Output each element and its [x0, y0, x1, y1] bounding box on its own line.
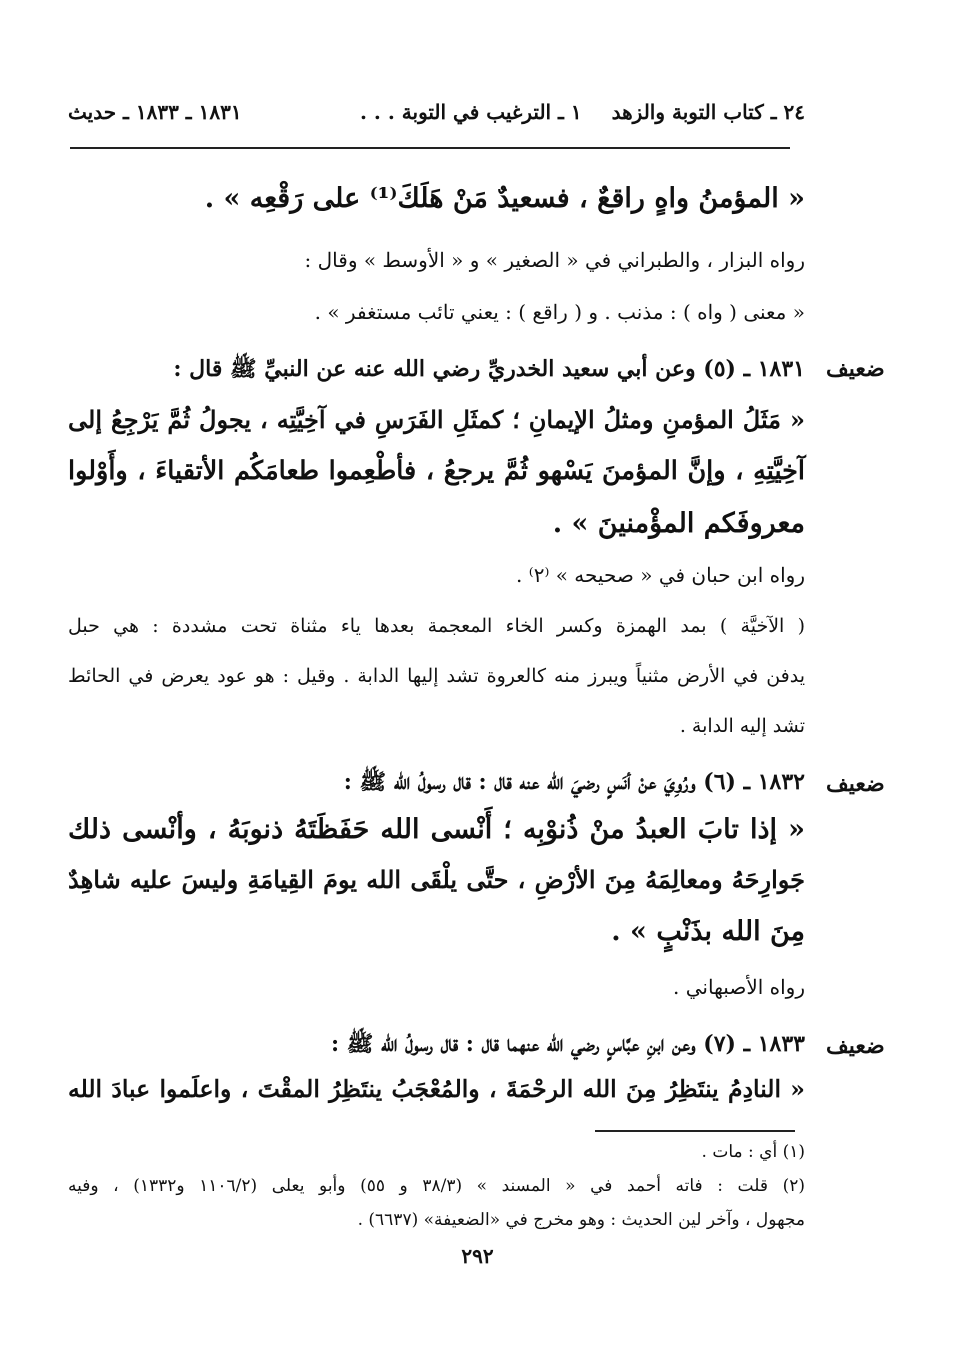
- hadith-1832-source: رواه الأصبهاني .: [673, 975, 805, 999]
- hadith-1833-heading: ١٨٣٣ ـ (٧) وعن ابنِ عبَّاسٍ رضي الله عنهما قال : قال رسولُ الله ﷺ :: [331, 1031, 805, 1057]
- running-header-chapter: ٢٤ ـ كتاب التوبة والزهد: [611, 100, 805, 124]
- hadith-1832-text-line3: مِنَ الله بذَنْبٍ » .: [611, 916, 805, 947]
- hadith-1831-grade: ضعيف: [826, 356, 885, 382]
- hadith-1831-note-line3: تشد إليه الدابة .: [679, 715, 805, 737]
- footnote-1: (١) أي : مات .: [701, 1142, 805, 1162]
- running-header-section: ١ ـ الترغيب في التوبة . . .: [360, 100, 582, 124]
- intro-source: رواه البزار ، والطبراني في « الصغير » و « الأوسط » وقال :: [304, 248, 805, 272]
- hadith-1831-note-line1: ( الآخيَّة ) بمد الهمزة وكسر الخاء المعجمة بعدها ياء مثناة تحت مشددة : هي حبل: [68, 615, 805, 637]
- hadith-1832-heading: ١٨٣٢ ـ (٦) ورُوِيَ عنْ أنَسٍ رضيَ الله عنه قال : قال رسولُ الله ﷺ :: [343, 769, 805, 795]
- hadith-1833-grade: ضعيف: [826, 1033, 885, 1059]
- hadith-1831-source: رواه ابن حبان في « صحيحه » ⁽٢⁾ .: [516, 563, 805, 587]
- page-number: ٢٩٢: [461, 1244, 494, 1268]
- header-divider: [70, 147, 790, 149]
- intro-quote: « المؤمنُ واهٍ راقعٌ ، فسعيدٌ مَنْ هَلَكَ⁽¹⁾ على رَقْعِه » .: [204, 183, 805, 214]
- running-header-hadith-range: ١٨٣١ ـ ١٨٣٣ ـ حديث: [68, 100, 242, 124]
- footnote-divider: [595, 1130, 795, 1132]
- footnote-2-line2: مجهول ، وآخر لين الحديث : وهو مخرج في «الضعيفة» (٦٦٣٧) .: [357, 1210, 805, 1230]
- hadith-1833-text-line1: « النادِمُ ينتَظِرُ مِنَ الله الرحْمَةَ ، والمُعْجَبُ ينتَظِرُ المقْتَ ، واعلَموا عبادَ الله: [68, 1075, 805, 1103]
- footnote-2-line1: (٢) قلت : فاته أحمد في « المسند » (٣٨/٣ و ٥٥) وأبو يعلى (١١٠٦/٢ و١٣٣٢) ، وفيه: [68, 1176, 805, 1196]
- hadith-1832-text-line1: « إذا تابَ العبدُ منْ ذُنوْبِه ؛ أَنْسى الله حَفَظَتَهُ ذنوبَهُ ، وأنْسى ذلك: [68, 814, 805, 845]
- hadith-1831-note-line2: يدفن في الأرض مثنياً ويبرز منه كالعروة تشد إليها الدابة . وقيل : هو عود يعرض في الحائط: [68, 665, 805, 687]
- hadith-1831-heading: ١٨٣١ ـ (٥) وعن أبي سعيد الخدريِّ رضي الله عنه عن النبيِّ ﷺ قال :: [173, 356, 805, 382]
- hadith-1831-text-line3: معروفَكم المؤْمنينَ » .: [552, 508, 805, 539]
- hadith-1832-text-line2: جَوارِحَهُ ومعالِمَهُ مِنَ الأرْضِ ، حتَّى يلْقَى الله يومَ القِيامَةِ وليسَ عليه شاهِدٌ: [68, 865, 805, 894]
- intro-meaning: « معنى ( واه ) : مذنب . و ( راقع ) : يعني تائب مستغفر » .: [314, 300, 805, 324]
- hadith-1831-text-line2: آخِيَّتِهِ ، وإنَّ المؤمنَ يَسْهو ثُمَّ يرجعُ ، فأطْعِموا طعامَكُم الأتقياءَ ، وأَوْلوا: [68, 456, 805, 486]
- hadith-1832-grade: ضعيف: [826, 771, 885, 797]
- hadith-1831-text-line1: « مَثَلُ المؤمنِ ومثلُ الإيمانِ ؛ كمثَلِ الفَرَسِ في آخِيَّتِه ، يجولُ ثُمَّ يَرْجِعُ إلى: [68, 405, 805, 434]
